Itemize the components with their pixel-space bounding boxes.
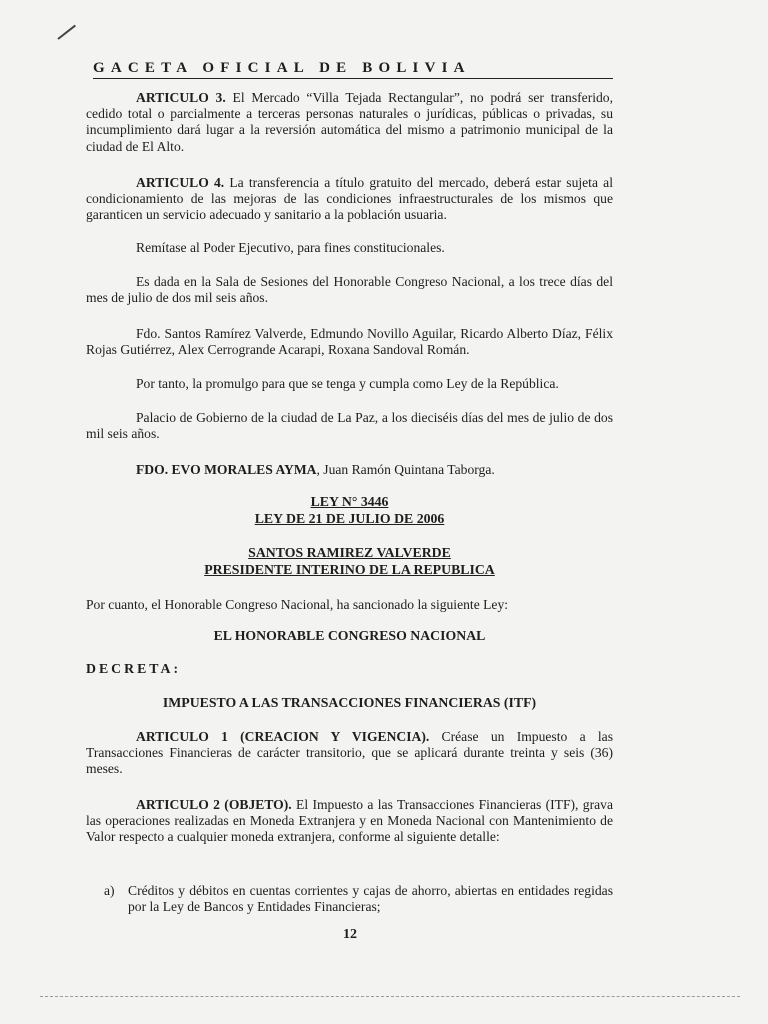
law-number: LEY N° 3446 [310,494,389,509]
congress-heading: EL HONORABLE CONGRESO NACIONAL [213,628,486,643]
signature-president: FDO. EVO MORALES AYMA [136,462,317,477]
paragraph-por-cuanto: Por cuanto, el Honorable Congreso Nacional, ha sancionado la siguiente Ley: [86,597,509,612]
bottom-rule [40,996,740,998]
gazette-header: GACETA OFICIAL DE BOLIVIA [93,60,471,76]
article-3-text: El Mercado “Villa Tejada Rectangular”, no podrá ser transferido, cedido total o parcialmente a terceras personas naturales o jurídicas, públicas o privadas, su incumplimiento dará lugar a la reversión automática del mismo a patrimonio municipal de la ciudad de El Alto. [86,90,613,154]
list-item-a-label: a) [104,883,115,898]
signature-rest: , Juan Ramón Quintana Taborga. [316,462,495,477]
article-1-text: Créase un Impuesto a las Transacciones Financieras de carácter transitorio, que se aplicará durante treinta y seis (36) meses. [86,729,614,777]
decreta-heading: DECRETA: [86,661,182,676]
article-4-text: La transferencia a título gratuito del mercado, deberá estar sujeta al condicionamiento de las mejoras de las condiciones infraestructurales de los mismos que garanticen un servicio adecuado y sanitario a la población usuaria. [86,175,613,223]
pen-mark [57,25,76,40]
paragraph-remitase: Remítase al Poder Ejecutivo, para fines constitucionales. [136,240,445,255]
paragraph-promulgation: Por tanto, la promulgo para que se tenga y cumpla como Ley de la República. [136,376,559,391]
article-1-title: ARTICULO 1 (CREACION Y VIGENCIA). [136,729,430,744]
article-1 [86,729,613,778]
article-4 [86,175,613,224]
article-2-text: El Impuesto a las Transacciones Financieras (ITF), grava las operaciones realizadas en Moneda Extranjera y en Moneda Nacional con Mantenimiento de Valor respecto a cualquier moneda extranjera, conforme al siguiente detalle: [86,797,613,845]
president-name: SANTOS RAMIREZ VALVERDE [248,545,451,560]
page-number: 12 [343,927,357,942]
article-3 [86,90,613,155]
president-title: PRESIDENTE INTERINO DE LA REPUBLICA [204,562,495,577]
law-date: LEY DE 21 DE JULIO DE 2006 [254,511,445,526]
article-2 [86,797,613,846]
itf-title: IMPUESTO A LAS TRANSACCIONES FINANCIERAS (ITF) [162,695,537,710]
list-item-a [104,883,613,915]
paragraph-palacio: Palacio de Gobierno de la ciudad de La Paz, a los dieciséis días del mes de julio de dos mil seis años. [86,410,613,442]
paragraph-dada: Es dada en la Sala de Sesiones del Honorable Congreso Nacional, a los trece días del mes de julio de dos mil seis años. [86,274,613,306]
article-4-title: ARTICULO 4. [136,175,225,190]
article-3-title: ARTICULO 3. [136,90,226,105]
signature-line [86,462,613,478]
list-item-a-text: Créditos y débitos en cuentas corrientes y cajas de ahorro, abiertas en entidades regidas por la Ley de Bancos y Entidades Financieras; [128,883,613,915]
article-2-title: ARTICULO 2 (OBJETO). [136,797,292,812]
paragraph-signatories: Fdo. Santos Ramírez Valverde, Edmundo Novillo Aguilar, Ricardo Alberto Díaz, Félix Rojas Gutiérrez, Alex Cerrogrande Acarapi, Roxana Sandoval Román. [86,326,613,358]
header-rule [93,78,613,79]
